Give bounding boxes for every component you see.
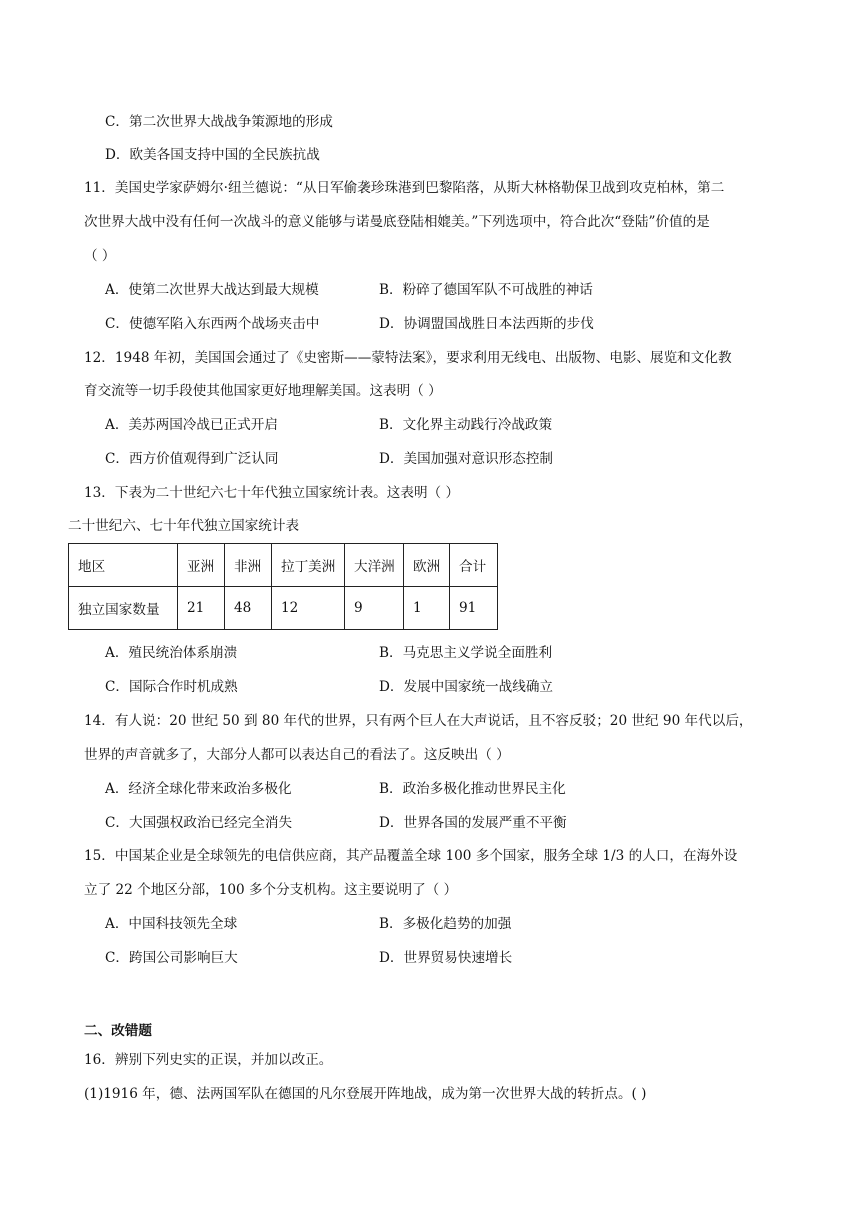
q11-answer-blank: （ ） — [84, 248, 116, 264]
section-heading: 二、改错题 — [84, 1023, 152, 1039]
q14-option-d: D．世界各国的发展严重不平衡 — [379, 815, 567, 831]
q12-option-b: B．文化界主动践行冷战政策 — [379, 417, 553, 433]
table-cell: 12 — [272, 587, 345, 630]
table-header-cell: 地区 — [69, 544, 178, 587]
table-header-cell: 亚洲 — [178, 544, 225, 587]
q14-option-b: B．政治多极化推动世界民主化 — [379, 781, 566, 797]
q11-option-c: C．使德军陷入东西两个战场夹击中 — [105, 316, 320, 332]
q12-option-c: C．西方价值观得到广泛认同 — [105, 451, 279, 467]
q13-stem: 13．下表为二十世纪六七十年代独立国家统计表。这表明（ ） — [84, 485, 460, 501]
q12-stem-line-1: 12．1948 年初，美国国会通过了《史密斯——蒙特法案》，要求利用无线电、出版物、电影、展览和文化教 — [84, 350, 732, 366]
table-cell: 1 — [404, 587, 450, 630]
q15-option-b: B．多极化趋势的加强 — [379, 916, 512, 932]
table-cell: 独立国家数量 — [69, 587, 178, 630]
table-cell: 9 — [345, 587, 404, 630]
q15-option-d: D．世界贸易快速增长 — [379, 950, 513, 966]
table-header-cell: 欧洲 — [404, 544, 450, 587]
table-header-cell: 大洋洲 — [345, 544, 404, 587]
q11-option-d: D．协调盟国战胜日本法西斯的步伐 — [379, 316, 594, 332]
q15-option-a: A．中国科技领先全球 — [105, 916, 238, 932]
table-header-cell: 非洲 — [225, 544, 272, 587]
table-header-cell: 合计 — [450, 544, 498, 587]
table-header-cell: 拉丁美洲 — [272, 544, 345, 587]
q15-option-c: C．跨国公司影响巨大 — [105, 950, 238, 966]
table-cell: 91 — [450, 587, 498, 630]
q11-option-a: A．使第二次世界大战达到最大规模 — [105, 282, 319, 298]
table-header-row — [69, 544, 498, 587]
table-row — [69, 587, 498, 630]
q11-option-b: B．粉碎了德国军队不可战胜的神话 — [379, 282, 593, 298]
q10-option-c: C．第二次世界大战战争策源地的形成 — [105, 114, 333, 130]
table-cell: 48 — [225, 587, 272, 630]
q16-stem: 16．辨别下列史实的正误，并加以改正。 — [84, 1052, 333, 1068]
q10-option-d: D．欧美各国支持中国的全民族抗战 — [105, 147, 320, 163]
q13-option-d: D．发展中国家统一战线确立 — [379, 679, 554, 695]
q15-stem-line-2: 立了 22 个地区分部，100 多个分支机构。这主要说明了（ ） — [84, 882, 458, 898]
independent-countries-table — [68, 543, 498, 630]
q13-option-c: C．国际合作时机成熟 — [105, 679, 238, 695]
q14-option-a: A．经济全球化带来政治多极化 — [105, 781, 292, 797]
q13-option-a: A．殖民统治体系崩溃 — [105, 645, 238, 661]
q15-stem-line-1: 15．中国某企业是全球领先的电信供应商，其产品覆盖全球 100 多个国家，服务全球 1/3 的人口，在海外设 — [84, 848, 738, 864]
q14-stem-line-1: 14．有人说：20 世纪 50 到 80 年代的世界，只有两个巨人在大声说话，且不容反驳；20 世纪 90 年代以后， — [84, 713, 753, 729]
table-caption: 二十世纪六、七十年代独立国家统计表 — [68, 518, 300, 534]
q12-option-d: D．美国加强对意识形态控制 — [379, 451, 554, 467]
q13-option-b: B．马克思主义学说全面胜利 — [379, 645, 553, 661]
q11-stem-line-1: 11．美国史学家萨姆尔·纽兰德说：“从日军偷袭珍珠港到巴黎陷落，从斯大林格勒保卫战到攻克柏林，第二 — [84, 180, 725, 196]
table-cell: 21 — [178, 587, 225, 630]
q14-option-c: C．大国强权政治已经完全消失 — [105, 815, 293, 831]
q16-item-1: (1)1916 年，德、法两国军队在德国的凡尔登展开阵地战，成为第一次世界大战的转折点。( ) — [84, 1086, 647, 1102]
q14-stem-line-2: 世界的声音就多了，大部分人都可以表达自己的看法了。这反映出（ ） — [84, 747, 510, 763]
q12-stem-line-2: 育交流等一切手段使其他国家更好地理解美国。这表明（ ） — [84, 383, 442, 399]
q12-option-a: A．美苏两国冷战已正式开启 — [105, 417, 278, 433]
q11-stem-line-2: 次世界大战中没有任何一次战斗的意义能够与诺曼底登陆相媲美。”下列选项中，符合此次“登陆”价值的是 — [84, 214, 710, 230]
